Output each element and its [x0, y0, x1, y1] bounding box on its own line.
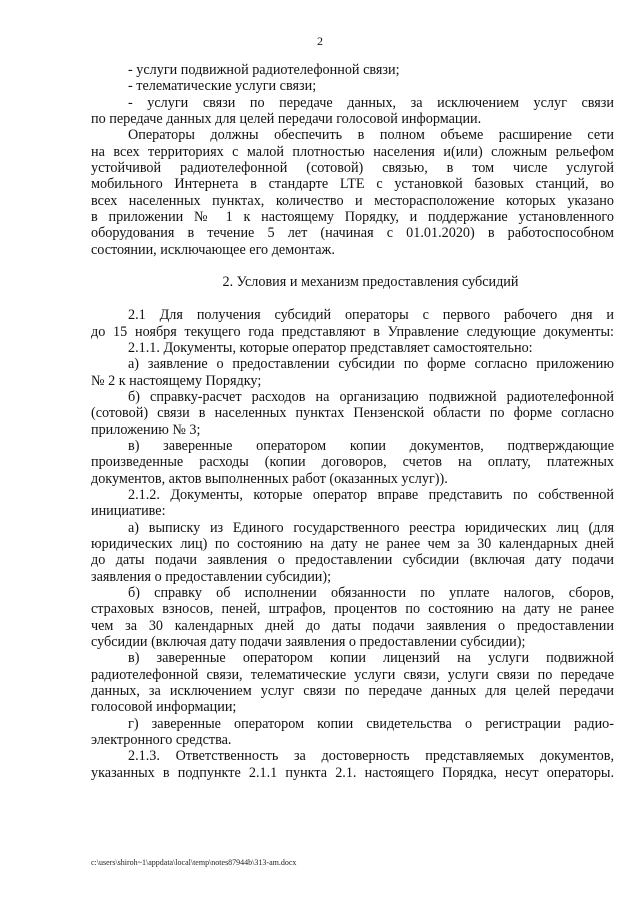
text-line: чем за 30 календарных дней до даты подачи заявления о предоставлении	[91, 617, 614, 634]
text-line: на всех территориях с малой плотностью населения и(или) сложным рельефом	[91, 143, 614, 160]
text-line: страховых взносов, пеней, штрафов, процентов по состоянию на дату не ранее	[91, 601, 614, 618]
text-line: инициативе:	[91, 503, 166, 520]
text-line: субсидии (включая дату подачи заявления о предоставлении субсидии);	[91, 634, 526, 651]
text-line: 2.1.1. Документы, которые оператор представляет самостоятельно:	[128, 339, 533, 356]
text-line: радиотелефонной связи, телематические услуги связи, услуги связи по передаче	[91, 666, 614, 683]
text-line: состоянии, исключающее его демонтаж.	[91, 241, 335, 258]
text-line: а) заявление о предоставлении субсидии по форме согласно приложению	[128, 356, 614, 373]
text-line: - услуги подвижной радиотелефонной связи;	[128, 62, 400, 78]
text-line: юридических лиц) по состоянию на дату не ранее чем за 30 календарных дней	[91, 535, 614, 552]
text-line: в) заверенные оператором копии лицензий на услуги подвижной	[128, 650, 614, 667]
text-line: Операторы должны обеспечить в полном объеме расширение сети	[128, 127, 614, 144]
text-line: (сотовой) связи в населенных пунктах Пензенской области по форме согласно	[91, 405, 614, 422]
text-line: всех населенных пунктах, количество и месторасположение которых указано	[91, 192, 614, 209]
text-line: данных, за исключением услуг связи по передаче данных для целей передачи	[91, 683, 614, 700]
document-body	[91, 62, 614, 781]
text-line: в) заверенные оператором копии документов, подтверждающие	[128, 437, 614, 454]
text-line: - услуги связи по передаче данных, за исключением услуг связи	[128, 94, 614, 111]
text-line: оборудования в течение 5 лет (начиная с 01.01.2020) в работоспособном	[91, 225, 614, 242]
text-line: указанных в подпункте 2.1.1 пункта 2.1. настоящего Порядка, несут операторы.	[91, 764, 614, 781]
text-line: до даты подачи заявления о предоставлении субсидии (включая дату подачи	[91, 552, 614, 569]
text-line: до 15 ноября текущего года представляют в Управление следующие документы:	[91, 323, 614, 340]
text-line: голосовой информации;	[91, 699, 237, 716]
text-line: 2.1.3. Ответственность за достоверность представляемых документов,	[128, 748, 614, 765]
text-line: мобильного Интернета в стандарте LTE с установкой базовых станций, во	[91, 176, 614, 193]
text-line: электронного средства.	[91, 732, 232, 749]
text-line: заявления о предоставлении субсидии);	[91, 568, 332, 585]
blank-line	[91, 258, 614, 274]
text-line: б) справку об исполнении обязанности по уплате налогов, сборов,	[128, 585, 614, 601]
text-line: в приложении № 1 к настоящему Порядку, и поддержание установленного	[91, 209, 614, 226]
text-line: документов, актов выполненных работ (оказанных услуг)).	[91, 470, 448, 487]
text-line: по передаче данных для целей передачи голосовой информации.	[91, 111, 482, 128]
text-line: 2.1.2. Документы, которые оператор вправе представить по собственной	[128, 486, 614, 503]
text-line: устойчивой радиотелефонной (сотовой) связью, в том числе услугой	[91, 160, 614, 177]
blank-line	[91, 291, 614, 307]
footer-file-path: c:\users\shiroh~1\appdata\local\temp\notes87944b\313-am.docx	[91, 858, 297, 867]
text-line: б) справку-расчет расходов на организацию подвижной радиотелефонной	[128, 388, 614, 405]
section-heading: 2. Условия и механизм предоставления субсидий	[222, 274, 519, 291]
text-line: № 2 к настоящему Порядку;	[91, 372, 262, 389]
text-line: 2.1 Для получения субсидий операторы с первого рабочего дня и	[128, 307, 614, 324]
text-line: г) заверенные оператором копии свидетельства о регистрации радио-	[128, 715, 614, 732]
text-line: приложению № 3;	[91, 421, 201, 438]
text-line: - телематические услуги связи;	[128, 78, 317, 95]
text-line: произведенные расходы (копии договоров, счетов на оплату, платежных	[91, 454, 614, 471]
text-line: а) выписку из Единого государственного реестра юридических лиц (для	[128, 519, 614, 536]
page-number: 2	[317, 34, 323, 48]
